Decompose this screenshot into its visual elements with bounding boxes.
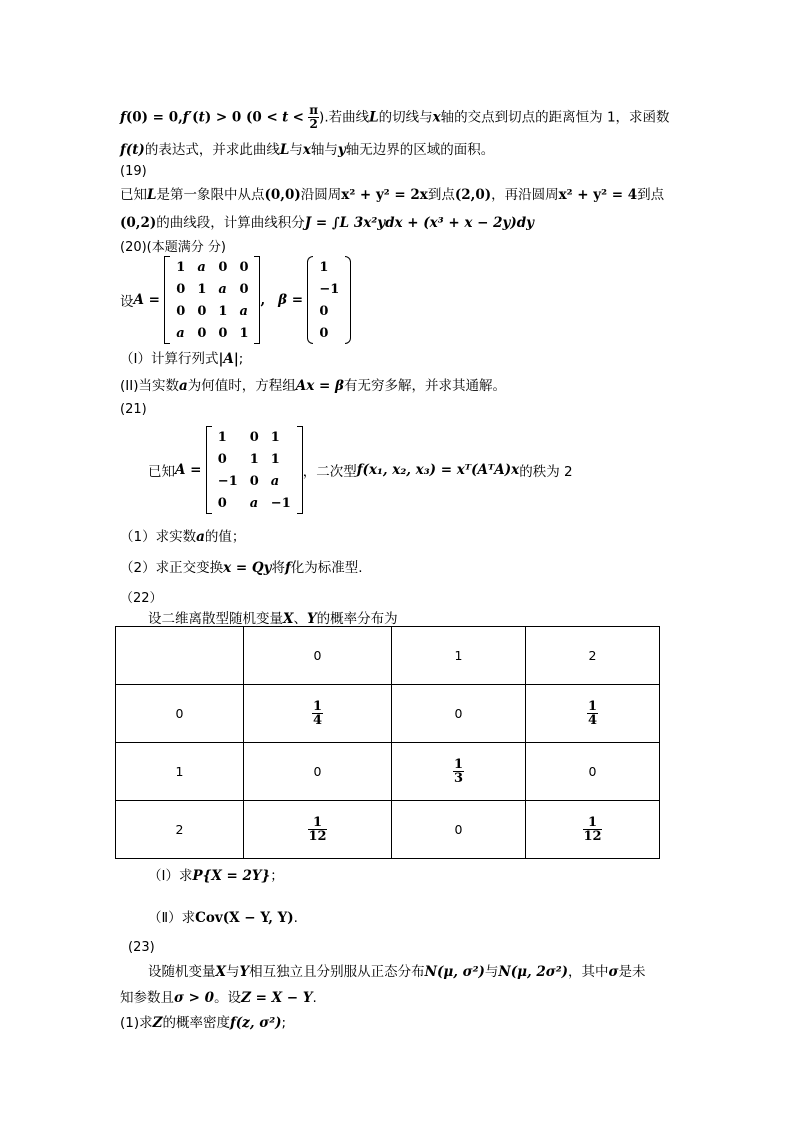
q19-line1: [120, 183, 664, 203]
text: 与: [225, 964, 240, 980]
text: 轴无边界的区域的面积。: [345, 142, 495, 158]
text: 的概率分布为: [316, 611, 398, 627]
matrix-cell: a: [218, 281, 227, 297]
f-symbol: f: [182, 109, 189, 126]
text: 的曲线段，计算曲线积分: [156, 215, 305, 231]
condition: σ > 0: [174, 990, 215, 1006]
row-label: 0: [116, 685, 244, 743]
matrix-cell: 1: [270, 451, 280, 467]
vector-cell: 1: [319, 259, 329, 275]
Y-symbol: Y: [306, 611, 317, 627]
matrix-cell: 0: [176, 281, 186, 297]
frac-denominator: 4: [587, 713, 598, 728]
frac-numerator: π: [309, 103, 319, 117]
text: 是第一象限中从点: [156, 187, 265, 203]
L-symbol: L: [147, 187, 157, 203]
matrix-cell: 0: [239, 281, 249, 297]
Y-symbol: Y: [239, 964, 250, 980]
L-symbol: L: [369, 109, 379, 126]
matrix-cell: a: [239, 303, 248, 319]
equation: x² + y² = 4: [558, 187, 638, 203]
matrix-cell: 0: [197, 325, 207, 341]
text: （Ⅰ）求: [148, 868, 193, 884]
f-symbol: f: [120, 142, 126, 158]
q21-part1: [120, 525, 245, 545]
a-symbol: a: [196, 529, 205, 545]
vector-cell: 0: [319, 325, 329, 341]
q19-number: (19): [120, 164, 147, 179]
matrix-cell: 1: [197, 281, 207, 297]
text: 。设: [214, 990, 242, 1006]
matrix-cell: a: [176, 325, 185, 341]
comma: ,: [260, 292, 266, 308]
matrix-cell: −1: [217, 473, 238, 489]
text: ，二次型: [302, 464, 357, 480]
text: 沿圆周: [300, 187, 342, 203]
q20-part1: [120, 347, 243, 367]
vector-beta: [307, 256, 351, 344]
math-text: <: [292, 109, 304, 126]
t-arg: (t): [125, 142, 145, 158]
text: 设: [120, 294, 134, 310]
text: .: [293, 910, 298, 926]
q18-question-line: [120, 138, 494, 158]
text: 与: [289, 142, 303, 158]
beta-symbol: β =: [278, 292, 304, 308]
text: ;: [281, 1015, 287, 1031]
matrix-cell: a: [270, 473, 280, 489]
text: ，其中: [568, 964, 609, 980]
matrix-cell: 0: [217, 451, 227, 467]
q20-number: (20)(本题满分 分): [120, 240, 226, 255]
frac-denominator: 3: [453, 771, 464, 786]
L-symbol: L: [279, 142, 290, 158]
frac-numerator: 1: [583, 816, 601, 830]
matrix-cell: a: [197, 259, 206, 275]
point: (0,2): [120, 215, 157, 231]
matrix-cell: 1: [217, 429, 227, 445]
text: 知参数且: [120, 990, 174, 1006]
q22-intro: [148, 607, 398, 627]
text: .: [312, 990, 317, 1006]
frac-denominator: 2: [309, 117, 318, 131]
text: 是未: [618, 964, 646, 980]
text: 轴的交点到切点的距离恒为 1，求函数: [440, 109, 670, 126]
table-cell: 0: [392, 685, 526, 743]
q22-number: （22）: [120, 591, 163, 606]
probability-table: [115, 626, 660, 859]
text: 的概率密度: [162, 1015, 230, 1031]
text: 已知: [148, 464, 175, 480]
probability-expr: P{X = 2Y}: [192, 868, 271, 884]
row-label: 2: [116, 801, 244, 859]
t-symbol: t: [198, 109, 205, 126]
table-cell: [244, 685, 392, 743]
matrix-A: [164, 256, 260, 344]
table-cell: [392, 743, 526, 801]
density-expr: f(z, σ²): [229, 1015, 282, 1031]
text: 的表达式，并求此曲线: [144, 142, 280, 158]
q23-line1: [148, 960, 646, 980]
text: （I）计算行列式: [120, 351, 219, 367]
text: ；: [270, 868, 284, 884]
text: 已知: [120, 187, 147, 203]
text: 轴与: [310, 142, 338, 158]
Z-symbol: Z: [152, 1015, 163, 1031]
text: 设二维离散型随机变量: [148, 611, 283, 627]
normal-dist: N(μ, σ²): [424, 964, 485, 980]
text: 将: [271, 560, 285, 576]
matrix-cell: 1: [176, 259, 186, 275]
text: （Ⅱ）求: [148, 910, 196, 926]
y-symbol: y: [337, 142, 346, 158]
f-symbol: f: [284, 560, 291, 576]
text: （2）求正交变换: [120, 560, 224, 576]
table-row: [116, 685, 660, 743]
table-header-row: [116, 627, 660, 685]
q23-number: (23): [128, 940, 155, 955]
determinant: |A|: [218, 351, 239, 367]
text: 有无穷多解，并求其通解。: [343, 378, 506, 394]
frac-numerator: 1: [312, 699, 323, 714]
q21-number: (21): [120, 402, 147, 417]
matrix-cell: 0: [217, 495, 227, 511]
point: (2,0): [454, 187, 492, 203]
text: 的切线与: [378, 109, 433, 126]
frac-denominator: 4: [312, 713, 323, 728]
equation: x² + y² = 2x: [341, 187, 428, 203]
matrix-cell: 0: [176, 303, 186, 319]
matrix-cell: 1: [239, 325, 249, 341]
text: 设随机变量: [148, 964, 216, 980]
text: 为何值时，方程组: [187, 378, 296, 394]
matrix-cell: 1: [218, 303, 228, 319]
text: 到点: [637, 187, 665, 203]
x-symbol: x: [302, 142, 311, 158]
z-definition: Z = X − Y: [241, 990, 313, 1006]
equation: x = Qy: [223, 560, 272, 576]
text: 到点: [427, 187, 455, 203]
q23-line2: [120, 986, 317, 1006]
vector-cell: 0: [319, 303, 329, 319]
equation: Ax = β: [295, 378, 344, 394]
q20-part2: [120, 374, 506, 394]
matrix-cell: 0: [197, 303, 207, 319]
matrix-cell: 0: [249, 429, 259, 445]
math-text: (0) = 0,: [125, 109, 183, 126]
table-cell: [526, 685, 660, 743]
frac-denominator: 12: [308, 829, 327, 844]
text: （1）求实数: [120, 529, 197, 545]
x-symbol: x: [432, 109, 441, 126]
quadratic-form: f(x₁, x₂, x₃) = xᵀ(AᵀA)x: [356, 462, 520, 478]
frac-numerator: 1: [453, 757, 464, 772]
matrix-A: [206, 426, 303, 514]
integral: J = ∫L 3x²ydx + (x³ + x − 2y)dy: [304, 215, 535, 231]
math-text: ) > 0 (0 <: [204, 109, 278, 126]
q21-part2: [120, 556, 363, 576]
table-cell: 0: [526, 743, 660, 801]
q23-part1: [120, 1011, 286, 1031]
math-text: ′(: [188, 109, 199, 126]
matrix-cell: 0: [239, 259, 249, 275]
matrix-cell: 0: [218, 325, 228, 341]
text: ;: [238, 351, 244, 367]
a-symbol: a: [179, 378, 188, 394]
matrix-cell: a: [249, 495, 259, 511]
X-symbol: X: [283, 611, 294, 627]
table-header-cell: [116, 627, 244, 685]
q22-part1: [148, 864, 284, 884]
table-cell: [526, 801, 660, 859]
A-symbol: A =: [133, 292, 160, 308]
table-header-cell: 2: [526, 627, 660, 685]
frac-numerator: 1: [308, 816, 326, 830]
row-label: 1: [116, 743, 244, 801]
normal-dist: N(μ, 2σ²): [498, 964, 569, 980]
q21-statement: [148, 426, 573, 514]
text: (II)当实数: [120, 378, 179, 394]
pi-over-2: [308, 104, 319, 131]
frac-numerator: 1: [587, 699, 598, 714]
text: 的值；: [204, 529, 246, 545]
table-header-cell: 1: [392, 627, 526, 685]
A-symbol: A =: [175, 462, 202, 478]
table-cell: 0: [392, 801, 526, 859]
text: ，再沿圆周: [491, 187, 559, 203]
table-cell: [244, 801, 392, 859]
matrix-cell: 1: [249, 451, 259, 467]
q22-part2: [148, 906, 298, 926]
covariance-expr: Cov(X − Y, Y): [195, 910, 294, 926]
table-header-cell: 0: [244, 627, 392, 685]
text: 、: [293, 611, 307, 627]
frac-denominator: 12: [583, 829, 602, 844]
matrix-cell: 0: [249, 473, 259, 489]
q19-line2: [120, 211, 534, 231]
sigma-symbol: σ: [608, 964, 619, 980]
text: 化为标准型.: [290, 560, 363, 576]
table-row: [116, 801, 660, 859]
matrix-cell: −1: [270, 495, 291, 511]
q18-condition-line: [120, 104, 670, 131]
text: 相互独立且分别服从正态分布: [249, 964, 425, 980]
X-symbol: X: [215, 964, 226, 980]
point: (0,0): [264, 187, 301, 203]
f-symbol: f: [120, 109, 126, 126]
text: ).若曲线: [319, 109, 370, 126]
matrix-cell: 1: [270, 429, 280, 445]
t-symbol: t: [282, 109, 289, 126]
text: 与: [484, 964, 499, 980]
table-row: [116, 743, 660, 801]
matrix-cell: 0: [218, 259, 228, 275]
text: 的秩为 2: [519, 464, 573, 480]
q20-matrices: [120, 256, 351, 344]
text: (1)求: [120, 1015, 153, 1031]
vector-cell: −1: [319, 281, 340, 297]
table-cell: 0: [244, 743, 392, 801]
